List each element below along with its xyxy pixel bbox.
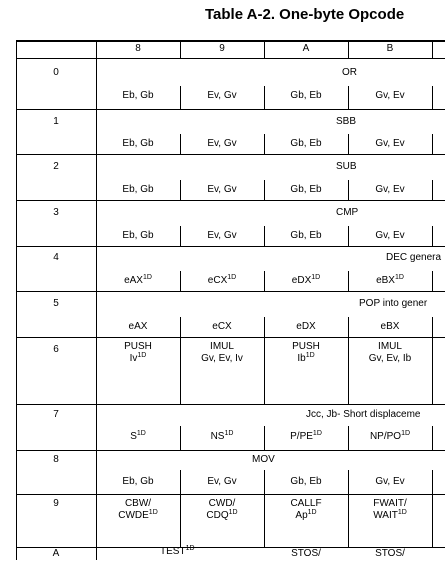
column-header: 9 — [219, 43, 225, 54]
table-cell: Eb, Gb — [122, 230, 154, 241]
group-label: MOV — [252, 454, 275, 465]
table-cell: Gv, Ev — [375, 230, 405, 241]
column-header: 8 — [135, 43, 141, 54]
table-cell: eAX — [128, 321, 148, 332]
row-header: 1 — [53, 116, 59, 127]
row-header: 6 — [53, 344, 59, 355]
cell-divider — [432, 134, 433, 154]
table-cell: PUSH $Ib^{1D}$ — [292, 341, 320, 364]
table-cell: eCX$^{1D}$ — [207, 274, 237, 286]
group-label: DEC genera — [386, 252, 442, 263]
table-cell: Gb, Eb — [290, 90, 322, 101]
table-cell: Gv, Ev — [375, 184, 405, 195]
row-header: 9 — [53, 498, 59, 509]
table-cell: Gv, Ev — [375, 90, 405, 101]
table-cell: Gv, Ev — [375, 476, 405, 487]
column-header: B — [386, 43, 394, 54]
table-cell: Gb, Eb — [290, 230, 322, 241]
row-header: 7 — [53, 409, 59, 420]
table-cell: Eb, Gb — [122, 90, 154, 101]
group-label: $TEST^{1D}$ — [160, 545, 195, 557]
cell-divider — [432, 271, 433, 291]
cell-divider — [432, 317, 433, 337]
group-label: Jcc, Jb- Short displaceme — [306, 409, 421, 420]
row-divider — [16, 246, 445, 247]
table-cell: eDX — [296, 321, 316, 332]
table-cell: Eb, Gb — [122, 138, 154, 149]
table-cell: IMUL Gv, Ev, Iv — [201, 341, 243, 364]
header-divider — [16, 58, 445, 59]
cell-divider — [432, 494, 433, 547]
table-cell: $P/PE^{1D}$ — [290, 430, 322, 442]
table-cell: STOS/ — [375, 548, 405, 559]
row-header: 4 — [53, 252, 59, 263]
table-cell: Gb, Eb — [290, 184, 322, 195]
group-label: SBB — [336, 116, 357, 127]
table-cell: Ev, Gv — [207, 90, 237, 101]
row-header: 2 — [53, 161, 59, 172]
table-cell: Ev, Gv — [207, 138, 237, 149]
table-cell: eBX$^{1D}$ — [376, 274, 404, 286]
group-label: OR — [342, 67, 357, 78]
table-cell: Ev, Gv — [207, 230, 237, 241]
table-cell: CWD/ $CDQ^{1D}$ — [206, 498, 238, 521]
row-divider — [16, 109, 445, 110]
table-cell: CALLF $Ap^{1D}$ — [290, 498, 322, 521]
table-cell: Gv, Ev — [375, 138, 405, 149]
table-cell: STOS/ — [291, 548, 321, 559]
table-title: Table A-2. One-byte Opcode — [205, 6, 405, 23]
table-cell: $S^{1D}$ — [130, 430, 146, 442]
cell-divider — [432, 337, 433, 404]
row-divider — [16, 494, 445, 495]
row-divider — [16, 404, 445, 405]
cell-divider — [432, 426, 433, 450]
table-cell: Ev, Gv — [207, 476, 237, 487]
row-header: A — [52, 548, 60, 559]
column-divider — [432, 40, 433, 58]
row-divider — [16, 337, 445, 338]
table-cell: Gb, Eb — [290, 138, 322, 149]
row-divider — [16, 154, 445, 155]
group-label: CMP — [336, 207, 359, 218]
table-cell: $NP/PO^{1D}$ — [369, 430, 411, 442]
group-label: POP into gener — [359, 298, 428, 309]
cell-divider — [432, 470, 433, 494]
table-cell: eBX — [380, 321, 400, 332]
table-cell: IMUL Gv, Ev, Ib — [368, 341, 412, 364]
table-cell: $NS^{1D}$ — [210, 430, 234, 442]
table-cell: CBW/ $CWDE^{1D}$ — [118, 498, 158, 521]
row-header: 3 — [53, 207, 59, 218]
row-header: 5 — [53, 298, 59, 309]
table-cell: Eb, Gb — [122, 476, 154, 487]
cell-divider — [432, 180, 433, 200]
group-label: SUB — [336, 161, 357, 172]
row-divider — [16, 291, 445, 292]
table-cell: FWAIT/ $WAIT^{1D}$ — [373, 498, 407, 521]
row-header: 8 — [53, 454, 59, 465]
table-border-top — [16, 40, 445, 42]
cell-divider — [432, 226, 433, 246]
table-cell: eDX$^{1D}$ — [291, 274, 321, 286]
row-header: 0 — [53, 67, 59, 78]
cell-divider — [432, 86, 433, 109]
table-cell: eAX$^{1D}$ — [124, 274, 152, 286]
table-cell: Ev, Gv — [207, 184, 237, 195]
table-cell: eCX — [212, 321, 232, 332]
table-cell: Gb, Eb — [290, 476, 322, 487]
row-divider — [16, 450, 445, 451]
table-cell: Eb, Gb — [122, 184, 154, 195]
row-divider — [16, 200, 445, 201]
opcode-table — [16, 40, 445, 580]
column-header: A — [302, 43, 310, 54]
table-cell: PUSH $Iv^{1D}$ — [124, 341, 152, 364]
